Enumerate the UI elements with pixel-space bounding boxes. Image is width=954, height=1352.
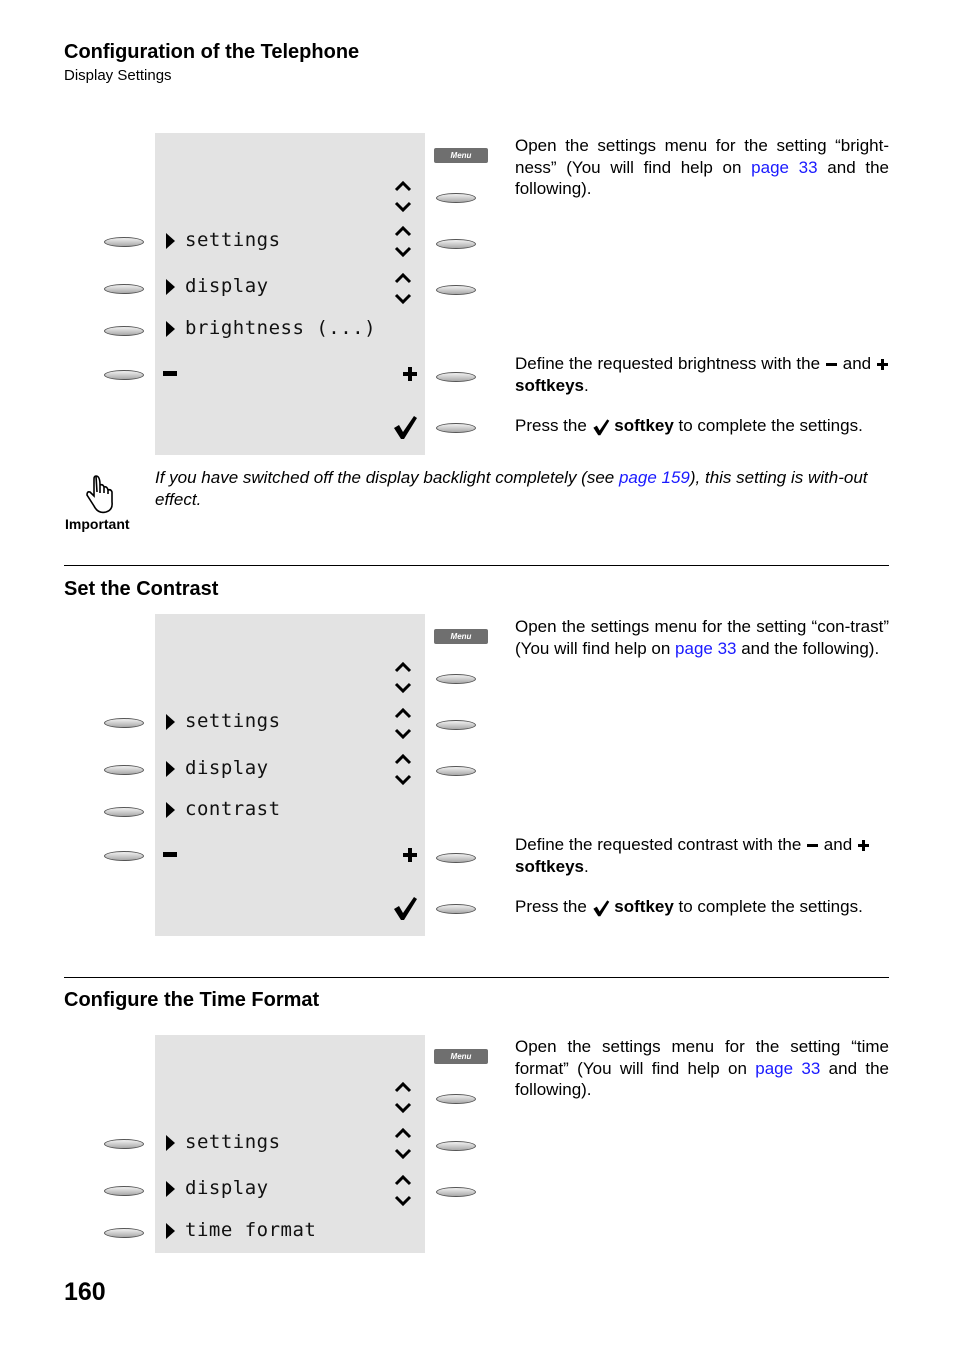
instruction-open-menu: Open the settings menu for the setting “bright-ness” (You will find help on page 33 and the following). — [515, 136, 889, 198]
minus-icon — [826, 363, 837, 366]
page-subtitle: Display Settings — [64, 67, 172, 84]
instruction-confirm: Press the softkey to complete the settings. — [515, 897, 863, 916]
important-note: If you have switched off the display backlight completely (see page 159), this setting is with-out effect. — [155, 468, 868, 509]
lcd-line-time-format: time format — [185, 1219, 317, 1241]
instruction-confirm: Press the softkey to complete the settings. — [515, 416, 863, 435]
softkey-left[interactable] — [104, 237, 144, 247]
lcd-line-display: display — [185, 275, 269, 297]
triangle-right-icon — [166, 279, 175, 295]
plus-icon — [403, 848, 417, 862]
up-down-arrows-icon — [392, 1127, 414, 1161]
triangle-right-icon — [166, 233, 175, 249]
page-link[interactable]: page 33 — [675, 638, 737, 658]
softkey-right[interactable] — [436, 423, 476, 433]
up-down-arrows-icon — [392, 661, 414, 695]
softkey-right[interactable] — [436, 193, 476, 203]
lcd-line-display: display — [185, 757, 269, 779]
menu-key[interactable]: Menu — [434, 629, 488, 644]
up-down-arrows-icon — [392, 225, 414, 259]
page-link[interactable]: page 33 — [755, 1058, 821, 1078]
softkey-right[interactable] — [436, 285, 476, 295]
minus-icon — [807, 844, 818, 847]
instruction-open-menu: Open the settings menu for the setting “con-trast” (You will find help on page 33 and the following). — [515, 617, 889, 658]
up-down-arrows-icon — [392, 180, 414, 214]
triangle-right-icon — [166, 802, 175, 818]
lcd-line-settings: settings — [185, 229, 281, 251]
plus-icon — [858, 840, 869, 851]
softkey-left[interactable] — [104, 326, 144, 336]
triangle-right-icon — [166, 761, 175, 777]
softkey-right[interactable] — [436, 674, 476, 684]
minus-icon — [163, 852, 177, 857]
softkey-left[interactable] — [104, 370, 144, 380]
triangle-right-icon — [166, 714, 175, 730]
page-link[interactable]: page 159 — [618, 468, 690, 487]
page-title: Configuration of the Telephone — [64, 41, 360, 63]
plus-icon — [403, 367, 417, 381]
page-number: 160 — [64, 1278, 106, 1306]
checkmark-icon — [592, 899, 610, 917]
softkey-left[interactable] — [104, 1228, 144, 1238]
up-down-arrows-icon — [392, 272, 414, 306]
section-divider — [64, 565, 889, 566]
checkmark-icon — [392, 414, 418, 440]
up-down-arrows-icon — [392, 753, 414, 787]
triangle-right-icon — [166, 1223, 175, 1239]
triangle-right-icon — [166, 1181, 175, 1197]
instruction-define: Define the requested contrast with the and softkeys. — [515, 834, 889, 877]
softkey-left[interactable] — [104, 718, 144, 728]
checkmark-icon — [592, 418, 610, 436]
softkey-right[interactable] — [436, 853, 476, 863]
softkey-left[interactable] — [104, 807, 144, 817]
softkey-right[interactable] — [436, 239, 476, 249]
hand-pointing-icon — [84, 474, 116, 516]
lcd-line-brightness: brightness (...) — [185, 317, 377, 339]
up-down-arrows-icon — [392, 707, 414, 741]
menu-key[interactable]: Menu — [434, 1049, 488, 1064]
triangle-right-icon — [166, 321, 175, 337]
softkey-right[interactable] — [436, 1094, 476, 1104]
lcd-line-contrast: contrast — [185, 798, 281, 820]
softkey-left[interactable] — [104, 1139, 144, 1149]
menu-key[interactable]: Menu — [434, 148, 488, 163]
up-down-arrows-icon — [392, 1174, 414, 1208]
lcd-line-settings: settings — [185, 1131, 281, 1153]
softkey-right[interactable] — [436, 720, 476, 730]
plus-icon — [877, 359, 888, 370]
softkey-right[interactable] — [436, 1187, 476, 1197]
up-down-arrows-icon — [392, 1081, 414, 1115]
section-heading-contrast: Set the Contrast — [64, 578, 219, 600]
softkey-left[interactable] — [104, 765, 144, 775]
softkey-right[interactable] — [436, 904, 476, 914]
softkey-right[interactable] — [436, 1141, 476, 1151]
instruction-open-menu: Open the settings menu for the setting “time format” (You will find help on page 33 and the following). — [515, 1037, 889, 1099]
lcd-line-display: display — [185, 1177, 269, 1199]
section-divider — [64, 977, 889, 978]
lcd-line-settings: settings — [185, 710, 281, 732]
important-label: Important — [65, 516, 130, 532]
checkmark-icon — [392, 895, 418, 921]
softkey-right[interactable] — [436, 372, 476, 382]
page-link[interactable]: page 33 — [751, 157, 818, 177]
minus-icon — [163, 371, 177, 376]
softkey-left[interactable] — [104, 1186, 144, 1196]
softkey-left[interactable] — [104, 284, 144, 294]
section-heading-time-format: Configure the Time Format — [64, 989, 320, 1011]
softkey-right[interactable] — [436, 766, 476, 776]
instruction-define: Define the requested brightness with the and softkeys. — [515, 353, 889, 396]
triangle-right-icon — [166, 1135, 175, 1151]
softkey-left[interactable] — [104, 851, 144, 861]
